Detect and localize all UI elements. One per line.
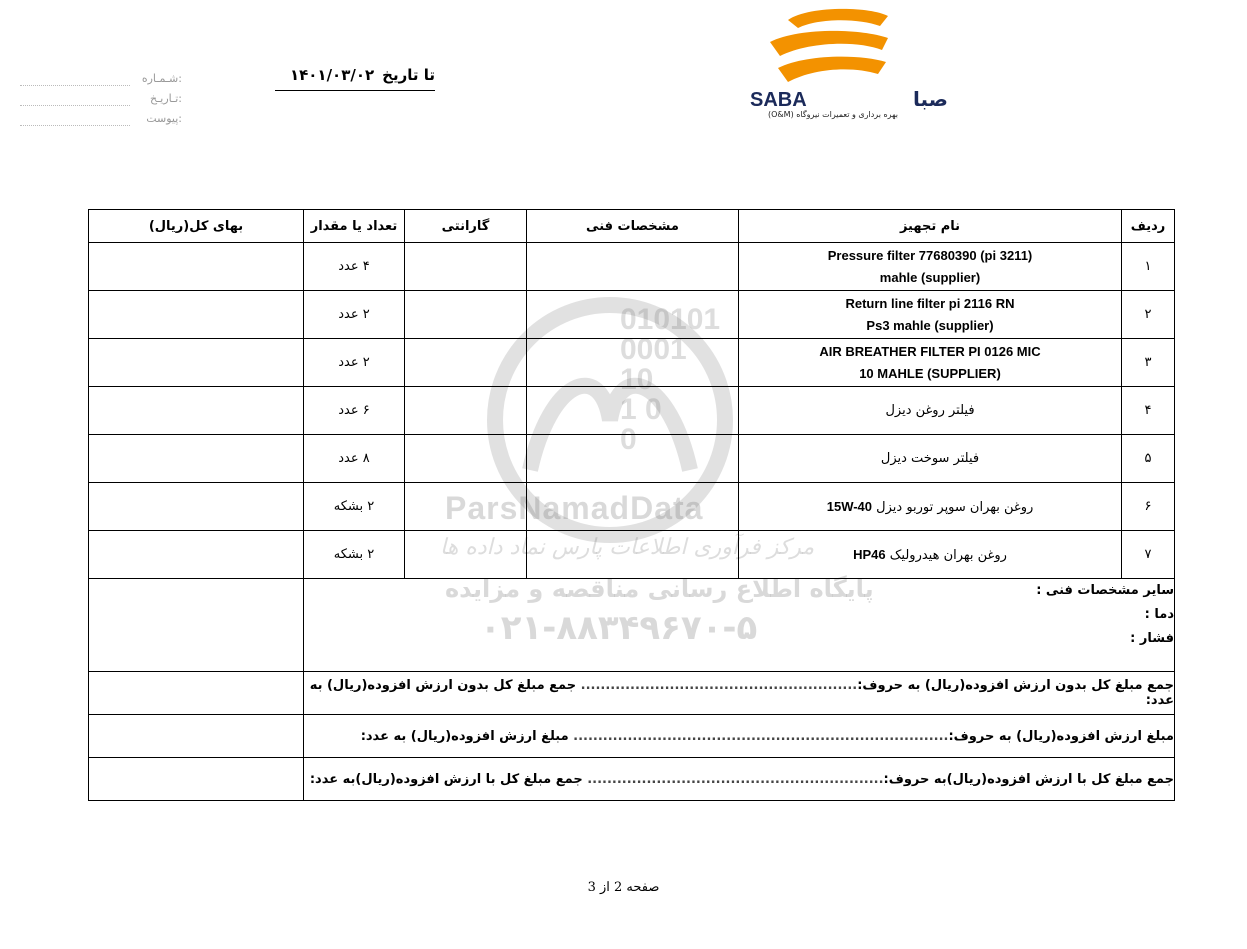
table-row — [89, 291, 1175, 339]
qty-cell: ۲ بشکه — [304, 531, 405, 579]
col-row-header: ردیف — [1122, 210, 1175, 243]
qty-cell: ۸ عدد — [304, 435, 405, 483]
spec-cell — [527, 531, 739, 579]
attachment-label: پیوست: — [20, 112, 190, 132]
watermark-center: مرکز فرآوری اطلاعات پارس نماد داده ها — [440, 535, 815, 560]
logo-subtitle: بهره برداری و تعمیرات نیروگاه (O&M) — [768, 110, 898, 119]
price-cell — [89, 435, 304, 483]
other-specs-price-cell — [89, 579, 304, 672]
table-row — [89, 339, 1175, 387]
watermark-portal: پایگاه اطلاع رسانی مناقصه و مزایده — [445, 575, 874, 603]
warranty-cell — [405, 339, 527, 387]
spec-cell — [527, 483, 739, 531]
number-label: شـمـاره: — [20, 72, 190, 92]
warranty-cell — [405, 243, 527, 291]
other-specs-row — [89, 579, 1175, 672]
sum-row — [89, 758, 1175, 801]
col-qty-header: تعداد یا مقدار — [304, 210, 405, 243]
row-number: ۶ — [1122, 483, 1175, 531]
equipment-name: فیلتر سوخت دیزل — [739, 435, 1122, 483]
deadline-date-value: ۱۴۰۱/۰۳/۰۲ — [289, 66, 375, 84]
equipment-name: Return line filter pi 2116 RN Ps3 mahle (supplier) — [739, 291, 1122, 339]
qty-cell: ۶ عدد — [304, 387, 405, 435]
equipment-name: روغن بهران هیدرولیک HP46 — [739, 531, 1122, 579]
price-cell — [89, 531, 304, 579]
deadline-date-label: تا تاریخ — [382, 66, 435, 84]
table-row — [89, 387, 1175, 435]
sum-row — [89, 672, 1175, 715]
deadline-date — [275, 66, 435, 91]
table-row — [89, 243, 1175, 291]
col-name-header: نام تجهیز — [739, 210, 1122, 243]
sum-cell: مبلغ ارزش افزوده(ریال) به حروف:............................................................................ مبلغ ارزش افزوده(ریال) به عدد: — [304, 715, 1175, 758]
sum-cell: جمع مبلغ کل بدون ارزش افزوده(ریال) به حروف:........................................................ جمع مبلغ کل بدون ارزش افزوده(ریال) به عدد: — [304, 672, 1175, 715]
sum-value-cell — [89, 715, 304, 758]
header-labels — [20, 72, 190, 132]
price-cell — [89, 291, 304, 339]
other-specs-title: سایر مشخصات فنی : — [1036, 583, 1174, 598]
watermark-binary: 010101 0001 10 1 0 0 — [620, 303, 721, 456]
table-row — [89, 483, 1175, 531]
warranty-cell — [405, 483, 527, 531]
qty-cell: ۲ عدد — [304, 291, 405, 339]
price-cell — [89, 339, 304, 387]
sum-cell: جمع مبلغ کل با ارزش افزوده(ریال)به حروف:............................................................ جمع مبلغ کل با ارزش افزوده(ریال)به عدد: — [304, 758, 1175, 801]
row-number: ۱ — [1122, 243, 1175, 291]
equipment-table — [88, 209, 1175, 801]
sum-value-cell — [89, 758, 304, 801]
spec-cell — [527, 291, 739, 339]
warranty-cell — [405, 291, 527, 339]
col-price-header: بهای کل(ریال) — [89, 210, 304, 243]
sum-value-cell — [89, 672, 304, 715]
sum-row — [89, 715, 1175, 758]
price-cell — [89, 483, 304, 531]
other-specs-cell — [304, 579, 1175, 672]
spec-cell — [527, 243, 739, 291]
svg-text:SABA: SABA — [750, 89, 807, 111]
row-number: ۵ — [1122, 435, 1175, 483]
watermark-brand: ParsNamadData — [445, 490, 704, 526]
equipment-name: Pressure filter 77680390 (pi 3211) mahle (supplier) — [739, 243, 1122, 291]
row-number: ۷ — [1122, 531, 1175, 579]
saba-logo-icon — [748, 2, 948, 112]
col-warranty-header: گارانتی — [405, 210, 527, 243]
price-cell — [89, 387, 304, 435]
table-row — [89, 531, 1175, 579]
watermark-phone: ۰۲۱-۸۸۳۴۹۶۷۰-۵ — [480, 608, 758, 648]
spec-cell — [527, 387, 739, 435]
qty-cell: ۲ عدد — [304, 339, 405, 387]
price-cell — [89, 243, 304, 291]
temperature-label: دما : — [1144, 607, 1174, 622]
table-row — [89, 435, 1175, 483]
warranty-cell — [405, 531, 527, 579]
qty-cell: ۴ عدد — [304, 243, 405, 291]
page-number: صفحه 2 از 3 — [587, 880, 660, 895]
equipment-name: فیلتر روغن دیزل — [739, 387, 1122, 435]
equipment-name: روغن بهران سوپر توربو دیزل 15W-40 — [739, 483, 1122, 531]
col-spec-header: مشخصات فنی — [527, 210, 739, 243]
row-number: ۴ — [1122, 387, 1175, 435]
svg-text:صبا: صبا — [913, 87, 948, 111]
row-number: ۳ — [1122, 339, 1175, 387]
table-header-row — [89, 210, 1175, 243]
spec-cell — [527, 435, 739, 483]
qty-cell: ۲ بشکه — [304, 483, 405, 531]
equipment-name: AIR BREATHER FILTER PI 0126 MIC 10 MAHLE (SUPPLIER) — [739, 339, 1122, 387]
saba-logo — [748, 2, 948, 127]
pressure-label: فشار : — [1130, 631, 1174, 646]
row-number: ۲ — [1122, 291, 1175, 339]
warranty-cell — [405, 387, 527, 435]
warranty-cell — [405, 435, 527, 483]
spec-cell — [527, 339, 739, 387]
date-label: تـاریـخ: — [20, 92, 190, 112]
